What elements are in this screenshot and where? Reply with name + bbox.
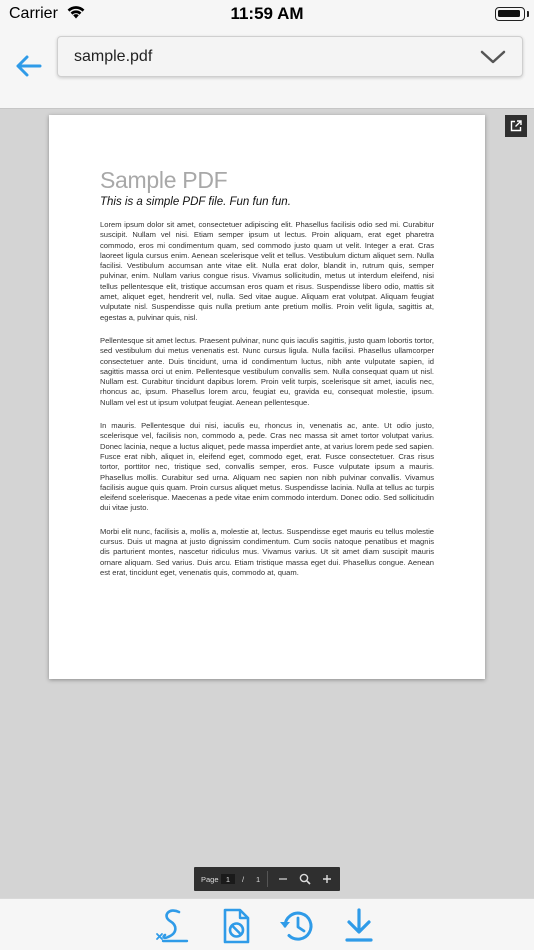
file-name-label: sample.pdf: [74, 48, 153, 65]
pdf-page-content: [100, 167, 434, 578]
zoom-reset-button[interactable]: [297, 871, 313, 887]
document-title: Sample PDF: [100, 167, 228, 193]
zoom-icon: [299, 873, 311, 885]
history-button[interactable]: [278, 907, 316, 945]
back-button[interactable]: [10, 48, 46, 84]
minus-icon: [278, 874, 288, 884]
zoom-in-button[interactable]: [319, 871, 335, 887]
download-button[interactable]: [340, 907, 378, 945]
open-external-button[interactable]: [505, 115, 527, 137]
page-separator: /: [242, 875, 245, 884]
page-toolbar: [194, 867, 340, 891]
zoom-out-button[interactable]: [275, 871, 291, 887]
document-paragraph: In mauris. Pellentesque dui nisi, iaculis eu, rhoncus in, venenatis ac, ante. Ut odio justo, scelerisque vel, facilisis non, commodo a, pede. Cras nec massa sit amet tortor volutpat varius. Donec lacinia, neque a luctus aliquet, pede massa imperdiet ante, at varius lorem pede sed sapien. Fusce erat nibh, aliquet in, eleifend eget, commodo eget, erat. Fusce consectetuer. Cras risus tortor, porttitor nec, tristique sed, convallis semper, eros. Fusce vulputate ipsum a mauris. Phasellus mollis. Curabitur sed urna. Aliquam nec sapien non nibh pulvinar convallis. Vivamus facilisis augue quis quam. Proin cursus aliquet metus. Suspendisse lacinia. Nulla at tellus ac turpis eleifend scelerisque. Maecenas a pede vitae enim commodo interdum. Donec odio. Sed sollicitudin dui vitae justo.: [100, 421, 434, 513]
page-label: Page: [201, 875, 219, 884]
back-arrow-icon: [14, 54, 42, 78]
file-selector-dropdown[interactable]: [57, 36, 523, 77]
nav-bar: [0, 28, 534, 108]
status-time: 11:59 AM: [230, 4, 304, 23]
battery-icon: [495, 7, 525, 21]
pdf-page: [49, 115, 485, 679]
page-number-input[interactable]: [221, 874, 235, 884]
open-external-icon: [510, 120, 522, 132]
download-icon: [343, 908, 375, 944]
plus-icon: [322, 874, 332, 884]
document-subtitle: This is a simple PDF file. Fun fun fun.: [100, 196, 291, 208]
sign-button[interactable]: [153, 907, 191, 945]
page-total: 1: [256, 875, 261, 884]
history-icon: [278, 908, 316, 944]
document-paragraph: Pellentesque sit amet lectus. Praesent pulvinar, nunc quis iaculis sagittis, justo quam lobortis tortor, sed vestibulum dui metus venenatis est. Nunc cursus ligula. Nulla facilisi. Phasellus ullamcorper consectetuer ante. Duis tincidunt, urna id condimentum luctus, nibh ante vulputate sapien, id sagittis massa orci ut enim. Pellentesque vestibulum convallis sem. Nulla consequat quam ut nisl. Nullam est. Curabitur tincidunt dapibus lorem. Proin velit turpis, scelerisque sit amet, iaculis nec, rhoncus ac, ipsum. Phasellus lorem arcu, feugiat eu, gravida eu, consequat molestie, ipsum. Nullam vel est ut ipsum volutpat feugiat. Aenean pellentesque.: [100, 335, 434, 407]
document-restricted-icon: [220, 908, 252, 944]
signature-icon: [153, 908, 191, 944]
document-paragraph: Morbi elit nunc, facilisis a, mollis a, molestie at, lectus. Suspendisse eget mauris eu tellus molestie cursus. Duis ut magna at justo dignissim condimentum. Cum sociis natoque penatibus et magnis dis parturient montes, nascetur ridiculus mus. Vivamus varius. Ut sit amet diam suscipit mauris ornare aliquam. Sed varius. Duis arcu. Etiam tristique massa eget dui. Phasellus congue. Aenean est erat, tincidunt eget, venenatis quis, commodo at, quam.: [100, 526, 434, 577]
toolbar-divider: [267, 871, 268, 887]
battery-tip: [527, 11, 529, 17]
status-bar: [0, 0, 534, 28]
carrier-label: Carrier: [9, 5, 58, 22]
document-restrict-button[interactable]: [217, 907, 255, 945]
bottom-toolbar: [0, 898, 534, 950]
chevron-down-icon: [480, 49, 506, 65]
document-paragraph: Lorem ipsum dolor sit amet, consectetuer adipiscing elit. Phasellus facilisis odio sed mi. Curabitur suscipit. Nullam vel nisi. Etiam semper ipsum ut lectus. Proin aliquam, erat eget pharetra commodo, eros mi condimentum quam, sed commodo justo quam ut velit. Integer a erat. Cras laoreet ligula cursus enim. Aenean scelerisque velit et tellus. Vestibulum dictum aliquet sem. Nulla facilisi. Vestibulum accumsan ante vitae elit. Nulla erat dolor, blandit in, rutrum quis, semper pulvinar, enim. Nullam varius congue risus. Vivamus sollicitudin, metus ut interdum eleifend, nisi tellus pellentesque elit, tristique accumsan eros quam et risus. Suspendisse libero odio, mattis sit amet, aliquet eget, hendrerit vel, nulla. Sed vitae augue. Aliquam erat volutpat. Aliquam feugiat vulputate nisl. Suspendisse quis nulla pretium ante pretium mollis. Proin velit ligula, sagittis at, egestas a, pulvinar quis, nisl.: [100, 220, 434, 322]
